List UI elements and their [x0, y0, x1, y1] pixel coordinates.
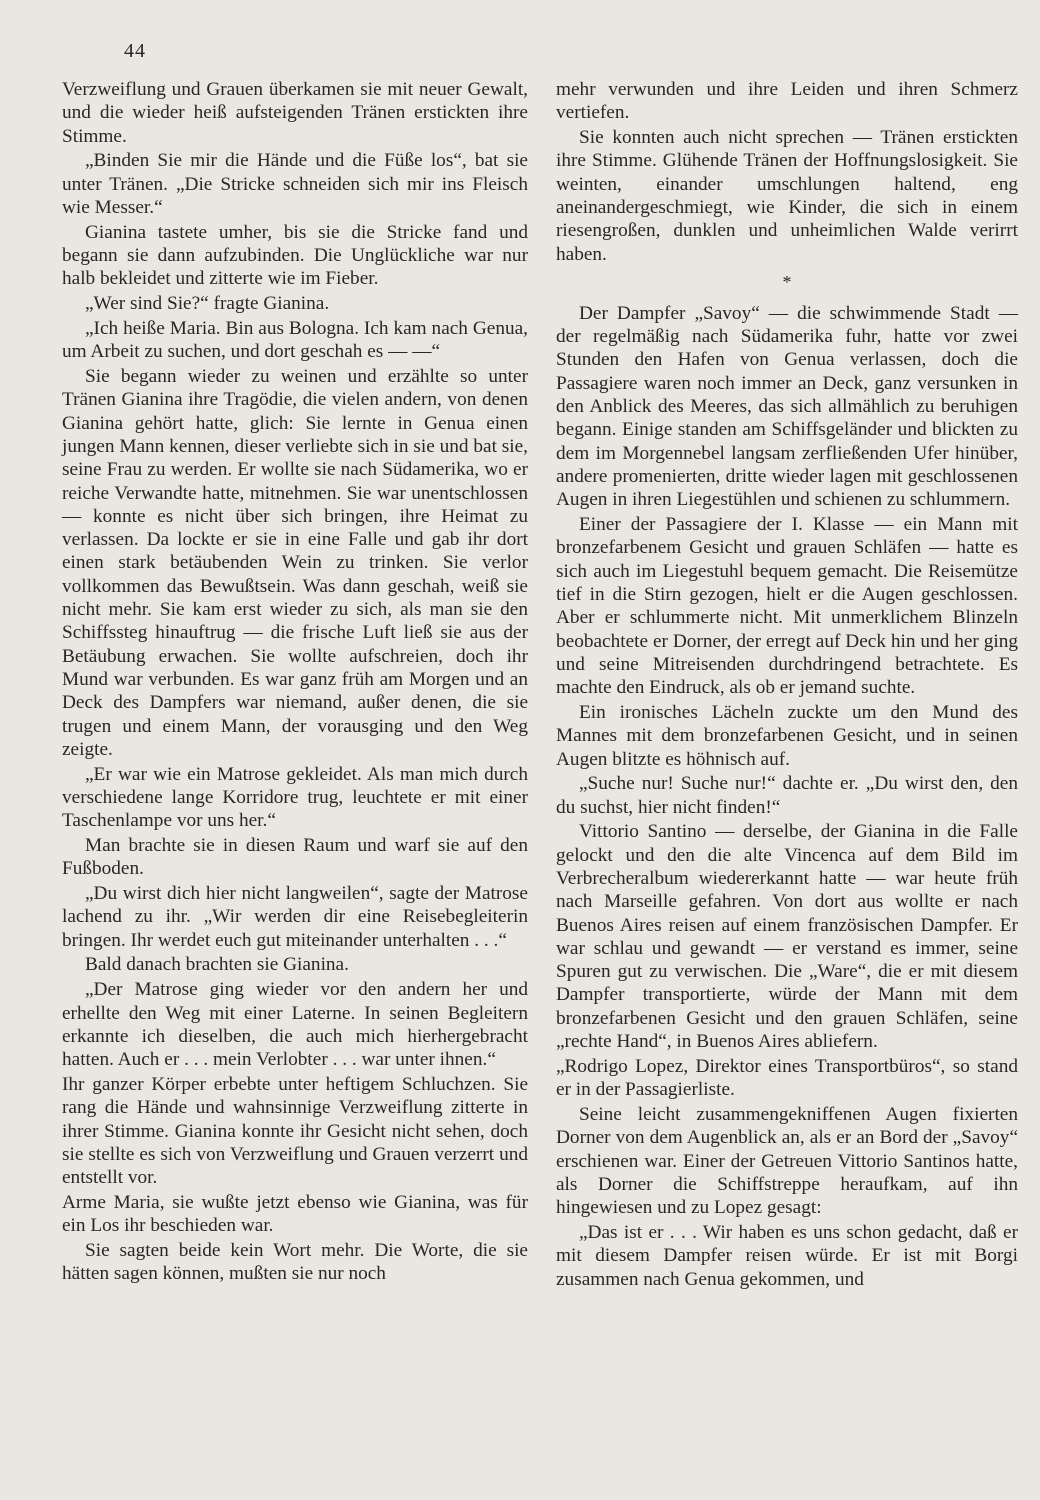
left-column: [62, 78, 528, 1287]
paragraph: „Binden Sie mir die Hände und die Füße los“, bat sie unter Tränen. „Die Stricke schneiden sich mir ins Fleisch wie Messer.“: [62, 150, 528, 218]
paragraph: Sie konnten auch nicht sprechen — Tränen erstickten ihre Stimme. Glühende Tränen der Hoffnungslosigkeit. Sie weinten, einander umschlungen haltend, eng aneinandergeschmiegt, wie Kinder, die sich in einem riesengroßen, dunklen und unheimlichen Walde verirrt haben.: [556, 127, 1018, 265]
section-separator: *: [782, 271, 792, 292]
paragraph: Einer der Passagiere der I. Klasse — ein Mann mit bronzefarbenem Gesicht und grauen Schläfen — hatte es sich auch im Liegestuhl bequem gemacht. Die Reisemütze tief in die Stirn gezogen, hielt er die Augen geschlossen. Aber er schlummerte nicht. Mit unmerklichem Blinzeln beobachtete er Dorner, der erregt auf Deck hin und her ging und seine Mitreisenden durchdringend betrachtete. Es machte den Eindruck, als ob er jemand suchte.: [556, 514, 1018, 699]
paragraph: Ihr ganzer Körper erbebte unter heftigem Schluchzen. Sie rang die Hände und wahnsinnige Verzweiflung zitterte in ihrer Stimme. Gianina konnte ihr Gesicht nicht sehen, doch sie stellte es sich von Verzweiflung und Grauen verzerrt und entstellt vor.: [62, 1073, 528, 1189]
page-number: 44: [124, 40, 146, 62]
paragraph: „Der Matrose ging wieder vor den andern her und erhellte den Weg mit einer Laterne. In seinen Begleitern erkannte ich dieselben, die auch mich hierhergebracht hatten. Auch er . . . mein Verlobter . . . war unter ihnen.“: [62, 979, 528, 1071]
paragraph: Bald danach brachten sie Gianina.: [85, 954, 349, 976]
paragraph: mehr verwunden und ihre Leiden und ihren Schmerz vertiefen.: [556, 79, 1018, 124]
paragraph: Man brachte sie in diesen Raum und warf sie auf den Fußboden.: [62, 835, 528, 880]
paragraph: Sie begann wieder zu weinen und erzählte so unter Tränen Gianina ihre Tragödie, die vielen andern, von denen Gianina gehört hatte, glich: Sie lernte in Genua einen jungen Mann kennen, dieser verliebte sich in sie und bat sie, seine Frau zu werden. Er wollte sie nach Südamerika, wo er reiche Verwandte hatte, mitnehmen. Sie war unentschlossen — konnte es nicht über sich bringen, ihre Heimat zu verlassen. Da lockte er sie in eine Falle und gab ihr dort einen stark betäubenden Wein zu trinken. Sie verlor vollkommen das Bewußtsein. Was dann geschah, weiß sie nicht mehr. Sie kam erst wieder zu sich, als man sie den Schiffssteg hinauftrug — die frische Luft ließ sie aus der Betäubung erwachen. Sie wollte aufschreien, doch ihr Mund war verbunden. Es war ganz früh am Morgen und an Deck des Dampfers war niemand, außer denen, die sie trugen und einem Mann, der vorausging und den Weg zeigte.: [62, 366, 528, 760]
paragraph: Der Dampfer „Savoy“ — die schwimmende Stadt — der regelmäßig nach Südamerika fuhr, hatte vor zwei Stunden den Hafen von Genua verlassen, doch die Passagiere waren noch immer an Deck, ganz versunken in den Anblick des Meeres, das sich allmählich zu beruhigen begann. Einige standen am Schiffsgeländer und blickten zu dem im Morgennebel langsam zerfließenden Ufer hinüber, andere promenierten, dritte wieder lagen mit geschlossenen Augen in ihren Liegestühlen und schienen zu schlummern.: [556, 302, 1018, 511]
paragraph: Seine leicht zusammengekniffenen Augen fixierten Dorner von dem Augenblick an, als er an Bord der „Savoy“ erschienen war. Einer der Getreuen Vittorio Santinos hatte, als Dorner die Schiffstreppe heraufkam, auf ihn hingewiesen und zu Lopez gesagt:: [556, 1103, 1018, 1219]
paragraph: „Das ist er . . . Wir haben es uns schon gedacht, daß er mit diesem Dampfer reisen würde. Er ist mit Borgi zusammen nach Genua gekommen, und: [556, 1221, 1018, 1290]
paragraph: „Du wirst dich hier nicht langweilen“, sagte der Matrose lachend zu ihr. „Wir werden dir eine Reisebegleiterin bringen. Ihr werdet euch gut miteinander unterhalten . . .“: [62, 883, 528, 951]
paragraph: „Rodrigo Lopez, Direktor eines Transportbüros“, so stand er in der Passagierliste.: [556, 1055, 1018, 1101]
paragraph: Vittorio Santino — derselbe, der Gianina in die Falle gelockt und den die alte Vincenca auf dem Bild im Verbrecheralbum wiedererkannt hatte — war heute früh nach Marseille gefahren. Von dort aus wollte er nach Buenos Aires reisen auf einem französischen Dampfer. Er war schlau und gewandt — er verstand es immer, seine Spuren gut zu verwischen. Die „Ware“, die er mit diesem Dampfer transportierte, würde der Mann mit dem bronzefarbenen Gesicht und den grauen Schläfen, seine „rechte Hand“, in Buenos Aires abliefern.: [556, 821, 1018, 1053]
paragraph: Verzweiflung und Grauen überkamen sie mit neuer Gewalt, und die wieder heiß aufsteigenden Tränen erstickten ihre Stimme.: [62, 79, 528, 147]
paragraph: Sie sagten beide kein Wort mehr. Die Worte, die sie hätten sagen können, mußten sie nur noch: [62, 1240, 528, 1285]
paragraph: Ein ironisches Lächeln zuckte um den Mund des Mannes mit dem bronzefarbenen Gesicht, und in seinen Augen blitzte es höhnisch auf.: [556, 701, 1018, 770]
paragraph: „Wer sind Sie?“ fragte Gianina.: [85, 293, 330, 315]
paragraph: „Suche nur! Suche nur!“ dachte er. „Du wirst den, den du suchst, hier nicht finden!“: [556, 773, 1018, 818]
paragraph: Gianina tastete umher, bis sie die Stricke fand und begann sie dann aufzubinden. Die Unglückliche war nur halb bekleidet und zitterte wie im Fieber.: [62, 221, 528, 290]
paragraph: „Er war wie ein Matrose gekleidet. Als man mich durch verschiedene lange Korridore trug, leuchtete er mit einer Taschenlampe vor uns her.“: [62, 763, 528, 832]
paragraph: Arme Maria, sie wußte jetzt ebenso wie Gianina, was für ein Los ihr beschieden war.: [62, 1191, 528, 1237]
right-column: [556, 78, 1018, 1292]
paragraph: „Ich heiße Maria. Bin aus Bologna. Ich kam nach Genua, um Arbeit zu suchen, und dort geschah es — —“: [62, 317, 528, 363]
